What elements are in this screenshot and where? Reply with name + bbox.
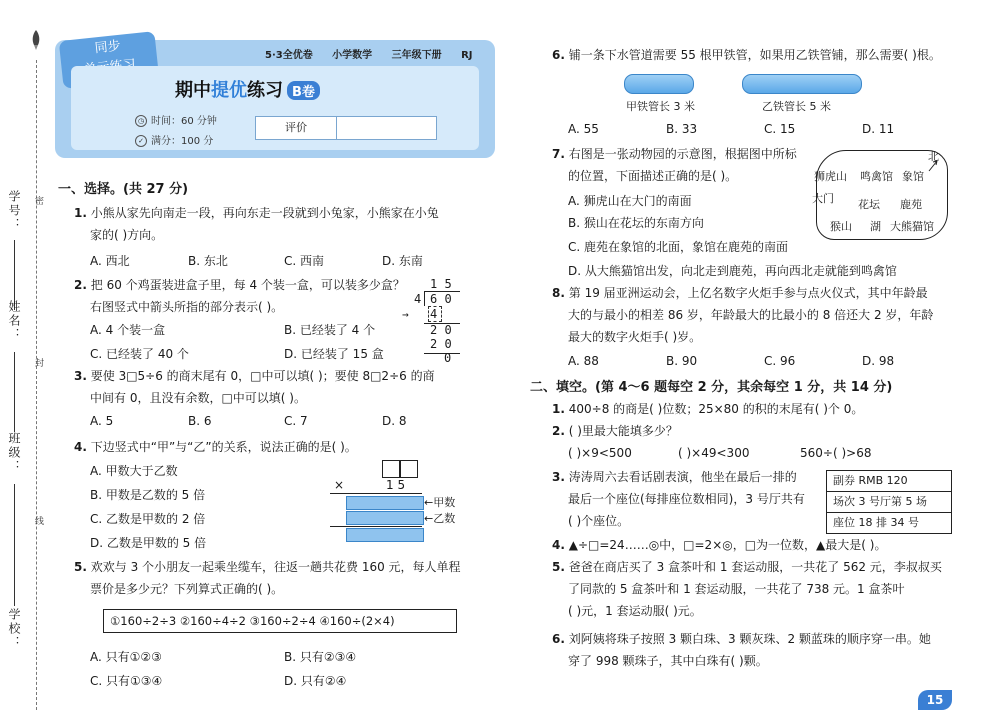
yi-label: 乙数 [433,512,456,525]
ticket-row-session: 场次 3 号厅第 5 场 [827,492,951,513]
pipe-b-graphic [742,74,862,94]
q4-num: 4. [74,440,87,454]
arrow-icon: → [402,308,409,321]
q5-line2: 票价是多少元？下列算式正确的( )。 [90,582,284,596]
multiplication-figure [330,460,480,540]
q1-option-c[interactable]: C. 西南 [284,254,325,268]
q3-option-c[interactable]: C. 7 [284,414,308,428]
question-5 [74,556,474,600]
map-garden: 花坛 [858,198,880,211]
pipe-b-label: 乙铁管长 5 米 [762,100,831,113]
div-quotient: 1 5 [430,277,452,291]
north-arrow-icon [928,160,938,172]
q4-option-c[interactable]: C. 乙数是甲数的 2 倍 [90,512,206,526]
clock-icon: ◷ [135,115,147,127]
q2-option-b[interactable]: B. 已经装了 4 个 [284,323,376,337]
q1-option-d[interactable]: D. 东南 [382,254,423,268]
q8-line3: 最大的数字火炬手( )岁。 [568,330,702,344]
map-lake: 湖 [870,220,881,233]
name-line [14,352,15,432]
div-step-1: 4 [430,307,438,321]
title-highlight: 提优 [211,80,247,101]
q6-option-a[interactable]: A. 55 [568,122,599,136]
edition: RJ [461,50,473,61]
time-row [135,112,217,127]
q5-num: 5. [74,560,87,574]
q1-line2: 家的( )方向。 [90,228,164,242]
full-score: 满分：100 分 [151,136,214,147]
grade: 三年级下册 [391,50,442,61]
q1-num: 1. [74,206,87,220]
section-2-title: 二、填空。(第 4～6 题每空 2 分，其余每空 1 分，共 14 分) [530,380,893,395]
yi-bar [346,511,424,525]
f5-line2: 了同款的 5 盒茶叶和 1 套运动服，一共花了 738 元。1 盒茶叶 [568,582,905,596]
q8-line2: 大的与最小的相差 86 岁，年龄最大的比最小的 8 倍还大 2 岁，年龄 [568,308,934,322]
student-no-label: 学号： [7,190,21,232]
f3-line2: 最后一个座位(每排座位数相同)，3 号厅共有 [568,492,805,506]
question-3 [74,365,474,409]
ticket-row-price: 副券 RMB 120 [827,471,951,492]
yi-arrow: ←乙数 [424,512,456,525]
sum-bar [346,528,424,542]
line-mark: 线 [33,516,43,525]
product-line-2 [330,526,422,527]
q4-line1: 下边竖式中“甲”与“乙”的关系，说法正确的是( )。 [90,440,357,454]
f6-line2: 穿了 998 颗珠子，其中白珠有( )颗。 [568,654,768,668]
fold-dashed-line [36,60,37,710]
q7-line1: 右图是一张动物园的示意图，根据图中所标 [568,147,797,161]
q2-option-c[interactable]: C. 已经装了 40 个 [90,347,189,361]
f5-line3: ( )元，1 套运动服( )元。 [568,604,702,618]
f6-num: 6. [552,632,565,646]
map-monkey-hill: 猴山 [830,220,852,233]
q5-option-a[interactable]: A. 只有①②③ [90,650,162,664]
q7-option-b[interactable]: B. 猴山在花坛的东南方向 [568,216,704,230]
school-label: 学校： [7,608,21,650]
ticket-row-seat: 座位 18 排 34 号 [833,516,919,529]
f3-line3: ( )个座位。 [568,514,630,528]
question-6 [552,44,982,66]
div-line-2 [424,353,460,354]
f4-line: ▲÷□=24……◎中，□=2×◎，□为一位数，▲最大是( )。 [568,538,887,552]
q5-formula-box: ①160÷2÷3 ②160÷4÷2 ③160÷2÷4 ④160÷(2×4) [103,609,457,633]
question-7 [552,143,812,187]
div-divisor: 4 [414,292,422,306]
q5-line1: 欢欢与 3 个小朋友一起乘坐缆车，往返一趟共花费 160 元，每人单程 [90,560,461,574]
div-step-2: 2 0 [430,323,452,337]
f6-line1: 刘阿姨将珠子按照 3 颗白珠、3 颗灰珠、2 颗蓝珠的顺序穿一串。她 [568,632,931,646]
question-2 [74,274,414,318]
q5-option-d[interactable]: D. 只有②④ [284,674,347,688]
page-title [175,76,320,102]
q6-line: 铺一条下水管道需要 55 根甲铁管，如果用乙铁管铺，那么需要( )根。 [568,48,941,62]
title-prefix: 期中 [175,80,211,101]
exam-header [55,40,495,158]
score-row [135,132,213,147]
book-meta [265,46,473,61]
seal-mark: 封 [33,358,43,367]
tag-line-1: 同步 [93,38,122,57]
q4-option-d[interactable]: D. 乙数是甲数的 5 倍 [90,536,207,550]
q4-option-b[interactable]: B. 甲数是乙数的 5 倍 [90,488,206,502]
q1-option-b[interactable]: B. 东北 [188,254,228,268]
question-1 [74,202,474,246]
fill-3 [552,466,822,532]
q8-line1: 第 19 届亚洲运动会，上亿名数字火炬手参与点火仪式，其中年龄最 [568,286,928,300]
product-line-1 [330,493,422,494]
q6-num: 6. [552,48,565,62]
jia-arrow: ←甲数 [424,496,456,509]
map-bird-house: 鸣禽馆 [860,170,893,183]
north-label: 北 [928,150,939,163]
q8-option-c[interactable]: C. 96 [764,354,796,368]
version-badge: B卷 [287,81,320,100]
f3-line1: 涛涛周六去看话剧表演，他坐在最后一排的 [568,470,797,484]
q2-line1: 把 60 个鸡蛋装进盒子里，每 4 个装一盒，可以装多少盒？ [90,278,405,292]
q2-option-d[interactable]: D. 已经装了 15 盒 [284,347,384,361]
q7-option-a[interactable]: A. 狮虎山在大门的南面 [568,194,692,208]
q6-option-c[interactable]: C. 15 [764,122,796,136]
map-panda-house: 大熊猫馆 [890,220,934,233]
page-number: 15 [918,690,952,710]
rocket-icon [30,30,42,50]
map-elephant-house: 象馆 [902,170,924,183]
question-8 [552,282,982,348]
evaluation-box[interactable] [255,116,437,140]
f5-line1: 爸爸在商店买了 3 盒茶叶和 1 套运动服，一共花了 562 元，李叔叔买 [568,560,942,574]
jia-bar [346,496,424,510]
q8-option-b[interactable]: B. 90 [666,354,698,368]
binding-strip [0,0,52,727]
q2-option-a[interactable]: A. 4 个装一盒 [90,323,166,337]
jia-label: 甲数 [433,496,456,509]
class-label: 班级： [7,432,21,474]
class-line [14,484,15,564]
map-deer-park: 鹿苑 [900,198,922,211]
long-division-figure [402,276,464,365]
fill-1 [552,398,972,420]
f5-num: 5. [552,560,565,574]
multiplier: 1 5 [386,478,406,492]
school-line [14,560,15,606]
f2-item-3[interactable]: 560÷( )>68 [800,446,872,460]
section-1-title: 一、选择。(共 27 分) [58,182,189,197]
q8-option-a[interactable]: A. 88 [568,354,599,368]
div-bracket [424,292,425,306]
f2-item-1[interactable]: ( )×9<500 [568,446,632,460]
q2-num: 2. [74,278,87,292]
q5-option-b[interactable]: B. 只有②③④ [284,650,357,664]
f1-num: 1. [552,402,565,416]
q3-line2: 中间有 0，且没有余数，□中可以填( )。 [90,391,306,405]
q7-option-d[interactable]: D. 从大熊猫馆出发，向北走到鹿苑，再向西北走就能到鸣禽馆 [568,264,897,278]
q7-line2: 的位置，下面描述正确的是( )。 [568,169,738,183]
f4-num: 4. [552,538,565,552]
fill-5 [552,556,982,622]
fill-6 [552,628,982,672]
ticket-stub [826,470,952,534]
f2-line: ( )里最大能填多少？ [568,424,678,438]
q7-option-c[interactable]: C. 鹿苑在象馆的北面，象馆在鹿苑的南面 [568,240,789,254]
q3-option-d[interactable]: D. 8 [382,414,407,428]
evaluation-label: 评价 [256,117,337,139]
question-4 [74,436,474,458]
q3-option-b[interactable]: B. 6 [188,414,212,428]
subject: 小学数学 [332,50,373,61]
q2-line2: 右图竖式中箭头所指的部分表示( )。 [90,300,284,314]
map-lion-hill: 狮虎山 [814,170,847,183]
q8-num: 8. [552,286,565,300]
q5-option-c[interactable]: C. 只有①③④ [90,674,163,688]
brand: 5·3全优卷 [265,50,313,61]
div-dividend: 6 0 [430,292,452,306]
div-step-3: 2 0 [430,337,452,351]
name-label: 姓名： [7,300,21,342]
div-remainder: 0 [444,351,452,365]
f1-line: 400÷8 的商是( )位数；25×80 的积的末尾有( )个 0。 [568,402,864,416]
q1-line1: 小熊从家先向南走一段，再向东走一段就到小兔家，小熊家在小兔 [90,206,439,220]
fill-4 [552,534,982,556]
q6-option-d[interactable]: D. 11 [862,122,895,136]
map-gate: 大门 [812,192,834,205]
fill-2 [552,420,972,442]
check-icon: ✓ [135,135,147,147]
title-suffix: 练习 [247,80,283,101]
q3-option-a[interactable]: A. 5 [90,414,114,428]
q8-option-d[interactable]: D. 98 [862,354,895,368]
q6-option-b[interactable]: B. 33 [666,122,698,136]
fold-mark: 密 [33,196,43,205]
q3-num: 3. [74,369,87,383]
digit-box-1 [382,460,400,478]
f2-num: 2. [552,424,565,438]
q4-option-a[interactable]: A. 甲数大于乙数 [90,464,178,478]
pipe-a-label: 甲铁管长 3 米 [626,100,695,113]
q7-num: 7. [552,147,565,161]
f3-num: 3. [552,470,565,484]
times-sign: × [334,478,345,492]
time-limit: 时间：60 分钟 [151,116,217,127]
q3-line1: 要使 3□5÷6 的商末尾有 0，□中可以填( )；要使 8□2÷6 的商 [90,369,435,383]
q1-option-a[interactable]: A. 西北 [90,254,130,268]
f2-item-2[interactable]: ( )×49<300 [678,446,750,460]
pipe-a-graphic [624,74,694,94]
digit-box-2 [400,460,418,478]
